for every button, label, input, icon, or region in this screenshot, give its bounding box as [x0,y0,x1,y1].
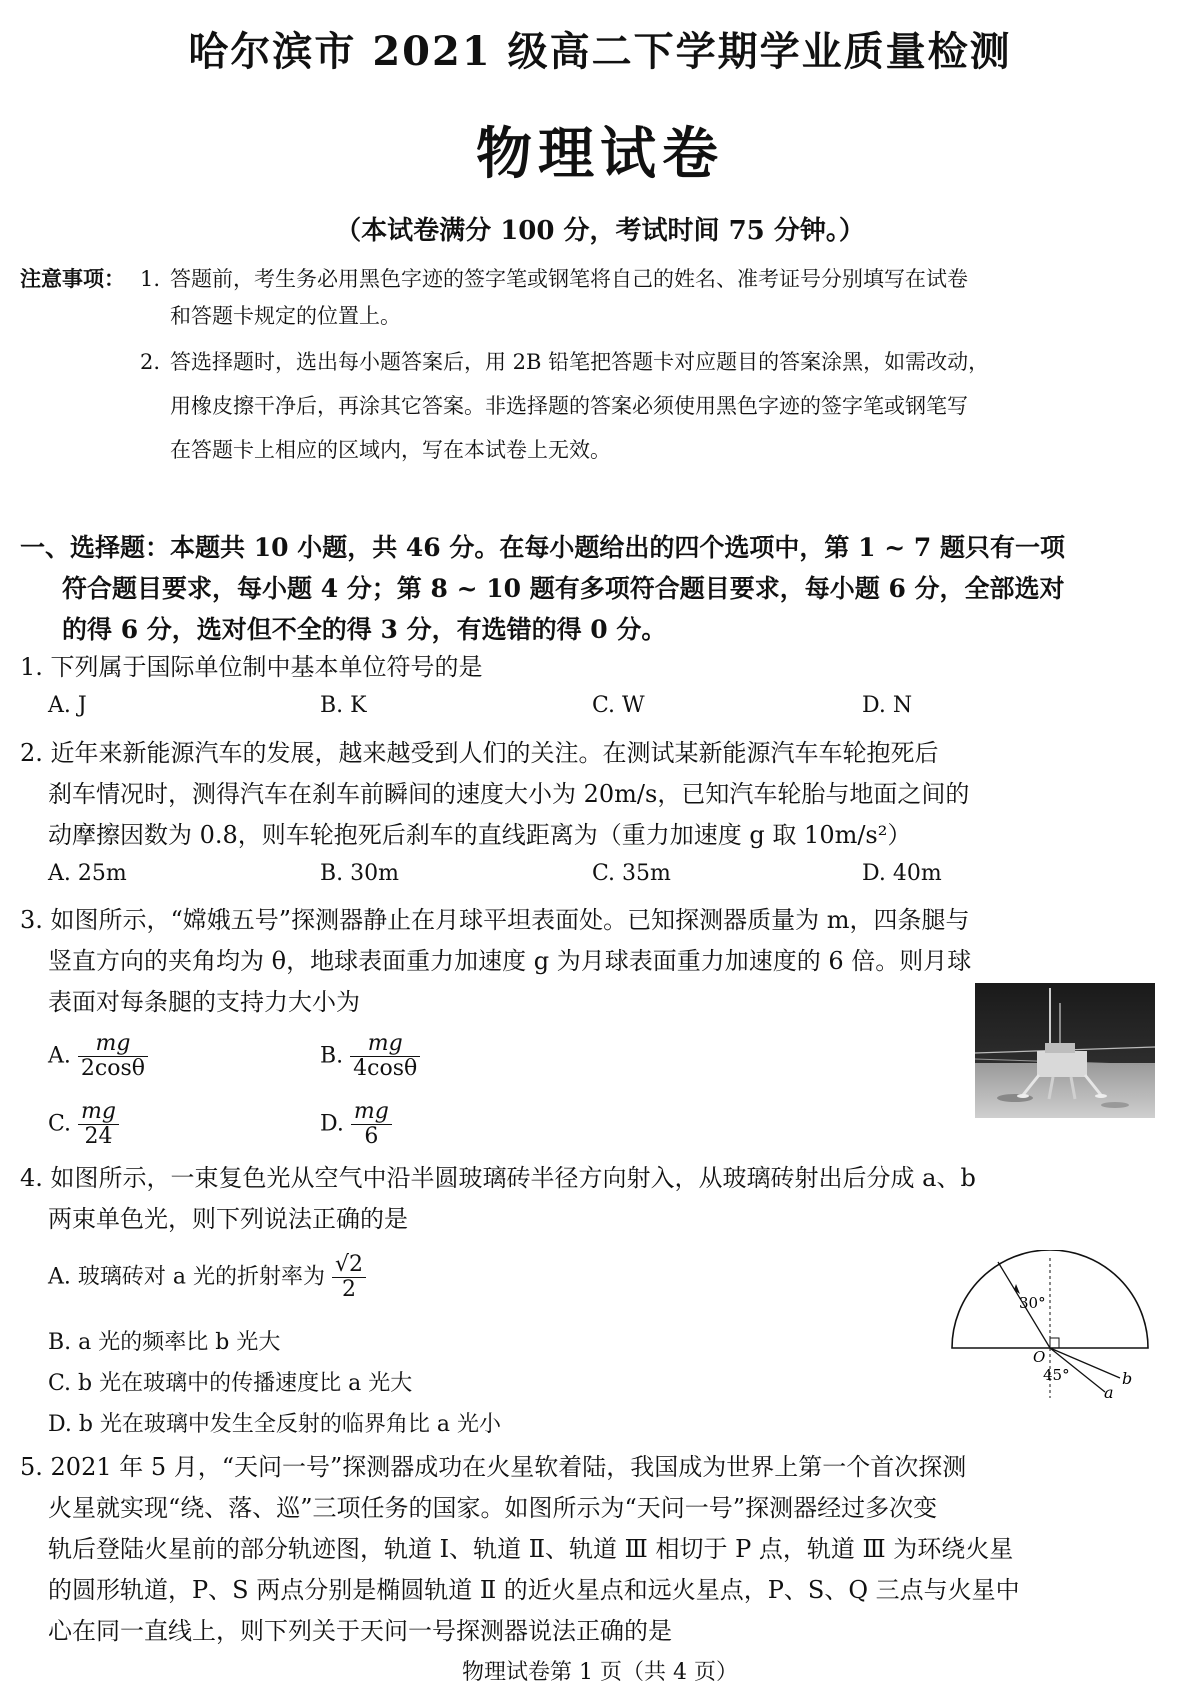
note-2-line-2: 用橡皮擦干净后，再涂其它答案。非选择题的答案必须使用黑色字迹的签字笔或钢笔写 [170,394,968,418]
refraction-diagram [940,1250,1160,1400]
option-label: B. [320,1043,344,1069]
notes-label: 注意事项： [20,266,125,291]
option-label: D. [320,1111,344,1137]
note-2-line-3: 在答题卡上相应的区域内，写在本试卷上无效。 [170,438,611,462]
fraction-denominator: 24 [84,1124,113,1149]
question-4-option-d: D. b 光在玻璃中发生全反射的临界角比 a 光小 [48,1412,502,1437]
question-5-line-2: 火星就实现“绕、落、巡”三项任务的国家。如图所示为“天问一号”探测器经过多次变 [48,1494,938,1522]
note-1-number: 1. [140,267,161,291]
note-1-line-1: 答题前，考生务必用黑色字迹的签字笔或钢笔将自己的姓名、准考证号分别填写在试卷 [170,267,968,291]
question-3-option-d [320,1100,392,1149]
ray-a-label: a [1104,1383,1114,1400]
exam-header-title: 哈尔滨市 2021 级高二下学期学业质量检测 [188,28,1012,75]
question-3-option-a [48,1032,148,1081]
question-2-line-3: 动摩擦因数为 0.8，则车轮抱死后刹车的直线距离为（重力加速度 g 取 10m/s²） [48,821,912,849]
question-5-line-4: 的圆形轨道，P、S 两点分别是椭圆轨道 Ⅱ 的近火星点和远火星点，P、S、Q 三点与火星中 [48,1576,1020,1604]
question-3-line-2: 竖直方向的夹角均为 θ，地球表面重力加速度 g 为月球表面重力加速度的 6 倍。则月球 [48,947,972,975]
question-5-line-3: 轨后登陆火星前的部分轨迹图，轨道 Ⅰ、轨道 Ⅱ、轨道 Ⅲ 相切于 P 点，轨道 Ⅲ 为环绕火星 [48,1535,1014,1563]
note-2-line-1: 答选择题时，选出每小题答案后，用 2B 铅笔把答题卡对应题目的答案涂黑，如需改动， [170,350,990,374]
fraction [78,1032,148,1081]
question-2-option-c: C. 35m [592,861,671,886]
section-heading-line-3: 的得 6 分，选对但不全的得 3 分，有选错的得 0 分。 [62,615,667,644]
option-label: A. [48,1043,71,1069]
section-heading-line-2: 符合题目要求，每小题 4 分；第 8 ~ 10 题有多项符合题目要求，每小题 6 分，全部选对 [62,574,1065,603]
lander-photo [975,983,1155,1118]
fraction-numerator: mg [78,1032,148,1057]
section-heading [20,527,1180,650]
fraction-numerator: mg [350,1032,420,1057]
question-5-line-5: 心在同一直线上，则下列关于天问一号探测器说法正确的是 [48,1617,672,1645]
angle-45-label: 45° [1043,1366,1070,1384]
question-1-option-b: B. K [320,693,367,718]
question-2-option-d: D. 40m [862,861,942,886]
question-3-line-1: 3. 如图所示，“嫦娥五号”探测器静止在月球平坦表面处。已知探测器质量为 m，四条腿与 [20,906,970,934]
fraction [332,1253,366,1302]
fraction-denominator: 2 [341,1277,356,1302]
question-4-option-b: B. a 光的频率比 b 光大 [48,1330,281,1355]
question-1-option-a: A. J [48,693,87,718]
question-4-line-1: 4. 如图所示，一束复色光从空气中沿半圆玻璃砖半径方向射入，从玻璃砖射出后分成 a、b [20,1164,976,1192]
fraction-numerator: mg [351,1100,392,1125]
question-4-option-c: C. b 光在玻璃中的传播速度比 a 光大 [48,1371,413,1396]
fraction-denominator: 6 [364,1124,379,1149]
ray-b-label: b [1122,1369,1133,1388]
question-2-option-a: A. 25m [48,861,127,886]
note-2-number: 2. [140,350,161,374]
question-4-line-2: 两束单色光，则下列说法正确的是 [48,1205,408,1233]
question-1-option-c: C. W [592,693,645,718]
question-1-stem: 1. 下列属于国际单位制中基本单位符号的是 [20,653,483,681]
fraction [351,1100,392,1149]
fraction-denominator: 4cosθ [353,1056,418,1081]
section-heading-line-1: 一、选择题：本题共 10 小题，共 46 分。在每小题给出的四个选项中，第 1 ~ 7 题只有一项 [20,533,1065,562]
question-5-line-1: 5. 2021 年 5 月，“天问一号”探测器成功在火星软着陆，我国成为世界上第一个首次探测 [20,1453,967,1481]
question-3-option-b [320,1032,420,1081]
question-4-option-a [48,1253,366,1302]
fraction-numerator: mg [78,1100,119,1125]
question-3-option-c [48,1100,119,1149]
option-label: C. [48,1111,72,1137]
question-1-option-d: D. N [862,693,913,718]
question-2-line-2: 刹车情况时，测得汽车在刹车前瞬间的速度大小为 20m/s，已知汽车轮胎与地面之间的 [48,780,970,808]
question-2-option-b: B. 30m [320,861,400,886]
angle-30-label: 30° [1019,1294,1046,1312]
point-o-label: O [1033,1348,1046,1366]
fraction-numerator: √2 [332,1253,366,1278]
fraction-denominator: 2cosθ [80,1056,145,1081]
page-footer: 物理试卷第 1 页（共 4 页） [462,1660,738,1685]
option-a-text: A. 玻璃砖对 a 光的折射率为 [48,1264,325,1290]
exam-subtitle: （本试卷满分 100 分，考试时间 75 分钟。） [335,216,865,246]
fraction [350,1032,420,1081]
question-2-line-1: 2. 近年来新能源汽车的发展，越来越受到人们的关注。在测试某新能源汽车车轮抱死后 [20,739,939,767]
exam-subject-title: 物理试卷 [476,121,724,187]
question-3-line-3: 表面对每条腿的支持力大小为 [48,988,360,1016]
fraction [78,1100,119,1149]
note-1-line-2: 和答题卡规定的位置上。 [170,304,401,328]
